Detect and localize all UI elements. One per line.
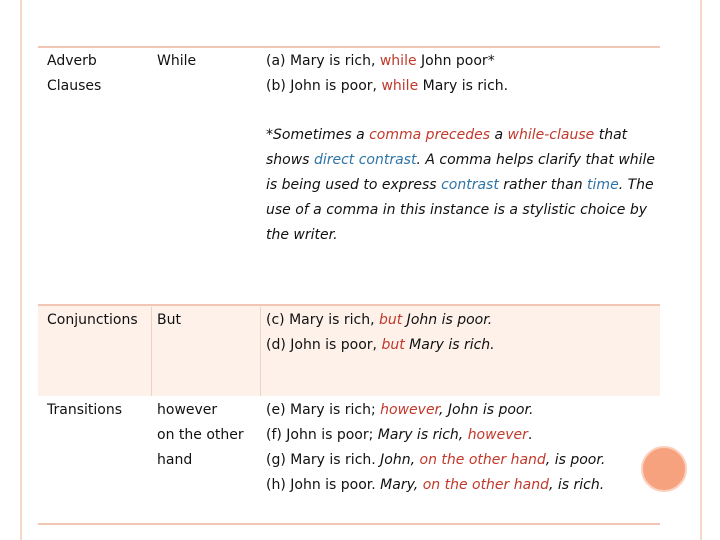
example-h: (h) John is poor. Mary, on the other hand, is rich. xyxy=(266,477,605,493)
examples-conjunctions xyxy=(266,308,495,358)
left-frame-line xyxy=(20,0,22,540)
category-conjunctions: Conjunctions xyxy=(47,312,138,328)
word-while: While xyxy=(157,53,197,69)
category-adverb-clauses xyxy=(47,49,101,99)
example-a: (a) Mary is rich, while John poor* xyxy=(266,53,495,69)
example-d: (d) John is poor, but Mary is rich. xyxy=(266,337,495,353)
category-line: Clauses xyxy=(47,78,102,94)
word-line: however xyxy=(157,402,218,418)
decorative-circle xyxy=(641,446,687,492)
column-divider-2 xyxy=(260,307,261,396)
column-divider-1 xyxy=(151,307,152,396)
word-line: hand xyxy=(157,452,193,468)
example-c: (c) Mary is rich, but John is poor. xyxy=(266,312,493,328)
word-however-on-the-other-hand xyxy=(157,398,244,473)
example-g: (g) Mary is rich. John, on the other hand, is poor. xyxy=(266,452,606,468)
table-top-rule xyxy=(38,46,660,48)
word-line: on the other xyxy=(157,427,244,443)
word-but: But xyxy=(157,312,181,328)
table-bottom-rule xyxy=(38,523,660,525)
comma-note: *Sometimes a comma precedes a while-clause that shows direct contrast. A comma helps clarify that while is being used to express contrast rather than time. The use of a comma in this instance is a stylistic choice by the writer. xyxy=(266,127,656,243)
example-f: (f) John is poor; Mary is rich, however. xyxy=(266,427,533,443)
category-transitions: Transitions xyxy=(47,402,122,418)
right-frame-line xyxy=(700,0,702,540)
example-e: (e) Mary is rich; however, John is poor. xyxy=(266,402,534,418)
category-line: Adverb xyxy=(47,53,97,69)
examples-adverb xyxy=(266,49,508,99)
example-b: (b) John is poor, while Mary is rich. xyxy=(266,78,509,94)
table-mid-rule xyxy=(38,304,660,306)
examples-transitions xyxy=(266,398,605,498)
